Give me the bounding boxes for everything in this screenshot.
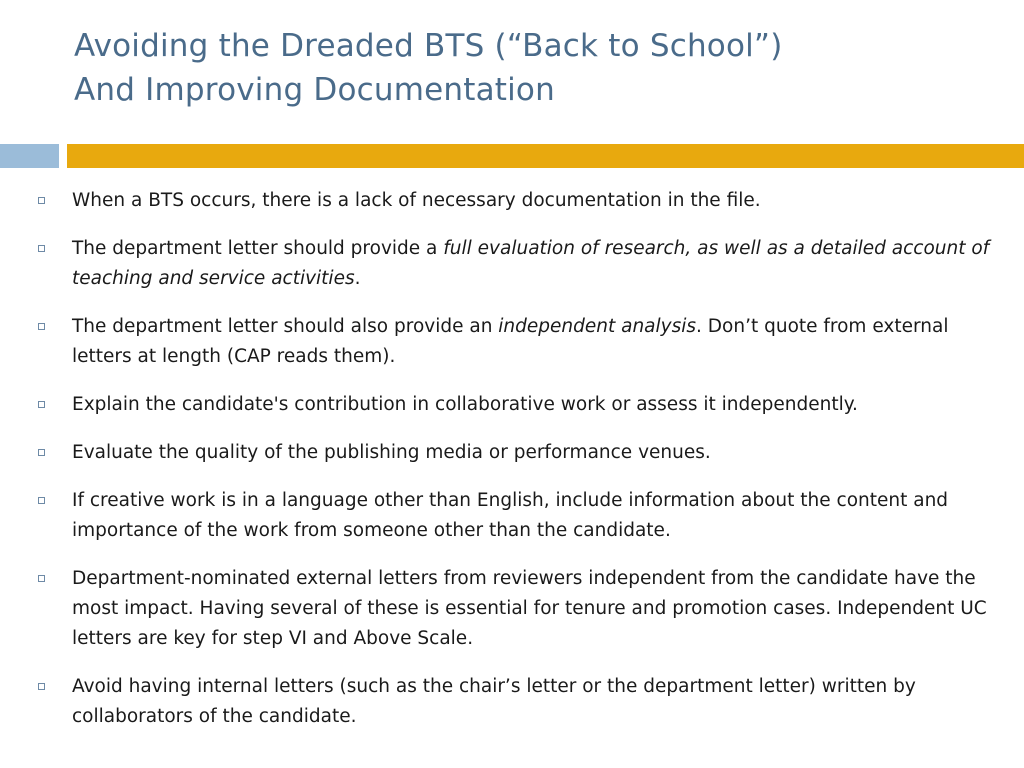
bullet-text: Explain the candidate's contribution in collaborative work or assess it independently. (72, 394, 858, 415)
bullet-text: If creative work is in a language other than English, include information about the content and importance of the work from someone other than the candidate. (72, 490, 949, 541)
bullet-emphasis: independent analysis (498, 316, 697, 337)
title-line-2: And Improving Documentation (74, 72, 555, 108)
slide-title (74, 24, 1004, 112)
square-bullet-icon (38, 197, 45, 204)
bullet-item (38, 438, 998, 468)
bullet-item (38, 234, 998, 294)
bullet-text: The department letter should provide a (72, 238, 444, 259)
bullet-emphasis: full evaluation of research, as well as a detailed account of teaching and service activities (72, 238, 990, 289)
square-bullet-icon (38, 245, 45, 252)
square-bullet-icon (38, 575, 45, 582)
bullet-item (38, 564, 998, 654)
square-bullet-icon (38, 401, 45, 408)
square-bullet-icon (38, 449, 45, 456)
bullet-item (38, 186, 998, 216)
bullet-text: . (354, 268, 361, 289)
bullet-text: . Don’t quote from external letters at length (CAP reads them). (72, 316, 949, 367)
square-bullet-icon (38, 683, 45, 690)
bullet-text: Department-nominated external letters from reviewers independent from the candidate have the most impact. Having several of these is essential for tenure and promotion cases. Independent UC letters are key for step VI and Above Scale. (72, 568, 987, 649)
bullet-list (38, 186, 998, 750)
accent-bar-gold (67, 144, 1024, 168)
square-bullet-icon (38, 497, 45, 504)
bullet-text: When a BTS occurs, there is a lack of necessary documentation in the file. (72, 190, 761, 211)
bullet-item (38, 312, 998, 372)
accent-bar-blue (0, 144, 59, 168)
bullet-item (38, 486, 998, 546)
bullet-text: Evaluate the quality of the publishing media or performance venues. (72, 442, 711, 463)
title-line-1: Avoiding the Dreaded BTS (“Back to School”) (74, 28, 783, 64)
bullet-item (38, 390, 998, 420)
bullet-item (38, 672, 998, 732)
bullet-text: Avoid having internal letters (such as the chair’s letter or the department letter) written by collaborators of the candidate. (72, 676, 916, 727)
bullet-text: The department letter should also provide an (72, 316, 499, 337)
square-bullet-icon (38, 323, 45, 330)
